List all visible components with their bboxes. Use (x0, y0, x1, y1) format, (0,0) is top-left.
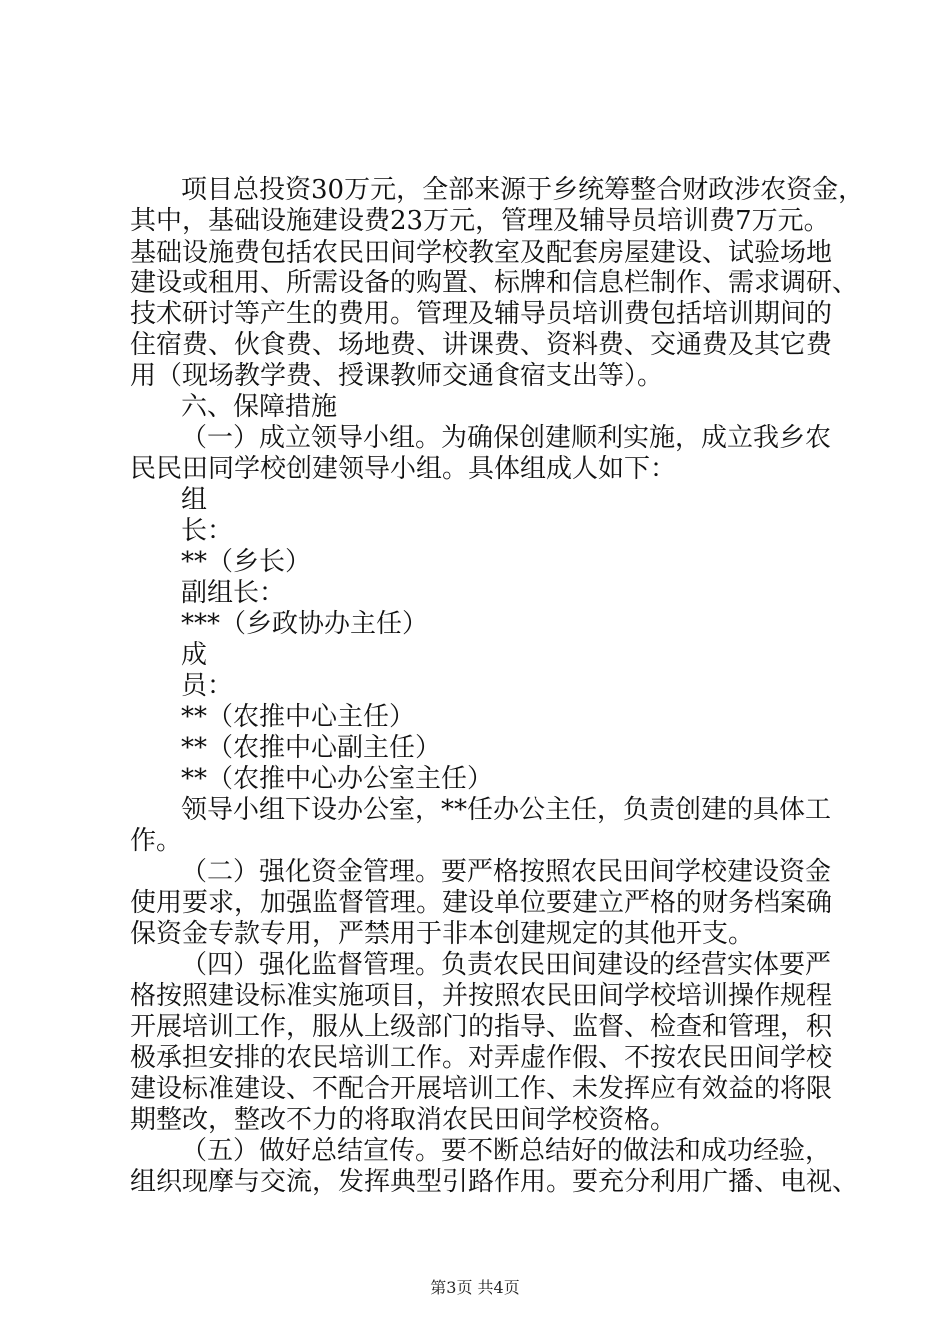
text-line: 组织现摩与交流，发挥典型引路作用。要充分利用广播、电视、 (130, 1167, 859, 1197)
text-line: 副组长： (181, 578, 286, 608)
text-line: **（农推中心主任） (181, 702, 416, 732)
text-line: 民民田同学校创建领导小组。具体组成人如下： (130, 454, 677, 484)
page-footer: 第3页 共4页 (430, 1278, 520, 1297)
text-line: 建设标准建设、不配合开展培训工作、未发挥应有效益的将限 (130, 1074, 833, 1104)
text-line: 项目总投资30万元，全部来源于乡统筹整合财政涉农资金， (181, 175, 865, 205)
text-line: 格按照建设标准实施项目，并按照农民田间学校培训操作规程 (130, 981, 833, 1011)
text-line: 用（现场教学费、授课教师交通食宿支出等）。 (130, 361, 664, 391)
text-line: （五）做好总结宣传。要不断总结好的做法和成功经验， (181, 1136, 832, 1166)
text-line: （一）成立领导小组。为确保创建顺利实施，成立我乡农 (181, 423, 832, 453)
text-line: 极承担安排的农民培训工作。对弄虚作假、不按农民田间学校 (130, 1043, 833, 1073)
text-line: 员： (181, 671, 234, 701)
text-line: 住宿费、伙食费、场地费、讲课费、资料费、交通费及其它费 (130, 330, 833, 360)
text-line: 技术研讨等产生的费用。管理及辅导员培训费包括培训期间的 (130, 299, 833, 329)
text-line: 领导小组下设办公室，**任办公主任，负责创建的具体工 (181, 795, 832, 825)
text-line: （四）强化监督管理。负责农民田间建设的经营实体要严 (181, 950, 832, 980)
text-line: **（乡长） (181, 547, 312, 577)
text-line: 基础设施费包括农民田间学校教室及配套房屋建设、试验场地 (130, 238, 833, 268)
text-line: 建设或租用、所需设备的购置、标牌和信息栏制作、需求调研、 (130, 268, 859, 298)
text-line: 六、保障措施 (181, 392, 338, 422)
text-line: 其中，基础设施建设费23万元，管理及辅导员培训费7万元。 (130, 206, 830, 236)
text-line: **（农推中心办公室主任） (181, 764, 494, 794)
text-line: 开展培训工作，服从上级部门的指导、监督、检查和管理，积 (130, 1012, 833, 1042)
text-line: 长： (181, 516, 234, 546)
text-line: **（农推中心副主任） (181, 733, 442, 763)
text-line: 保资金专款专用，严禁用于非本创建规定的其他开支。 (130, 919, 755, 949)
text-line: ***（乡政协办主任） (181, 609, 429, 639)
text-line: （二）强化资金管理。要严格按照农民田间学校建设资金 (181, 857, 832, 887)
text-line: 期整改，整改不力的将取消农民田间学校资格。 (130, 1105, 677, 1135)
text-line: 使用要求，加强监督管理。建设单位要建立严格的财务档案确 (130, 888, 833, 918)
text-line: 组 (181, 485, 208, 515)
text-line: 作。 (130, 826, 183, 856)
text-line: 成 (181, 640, 208, 670)
